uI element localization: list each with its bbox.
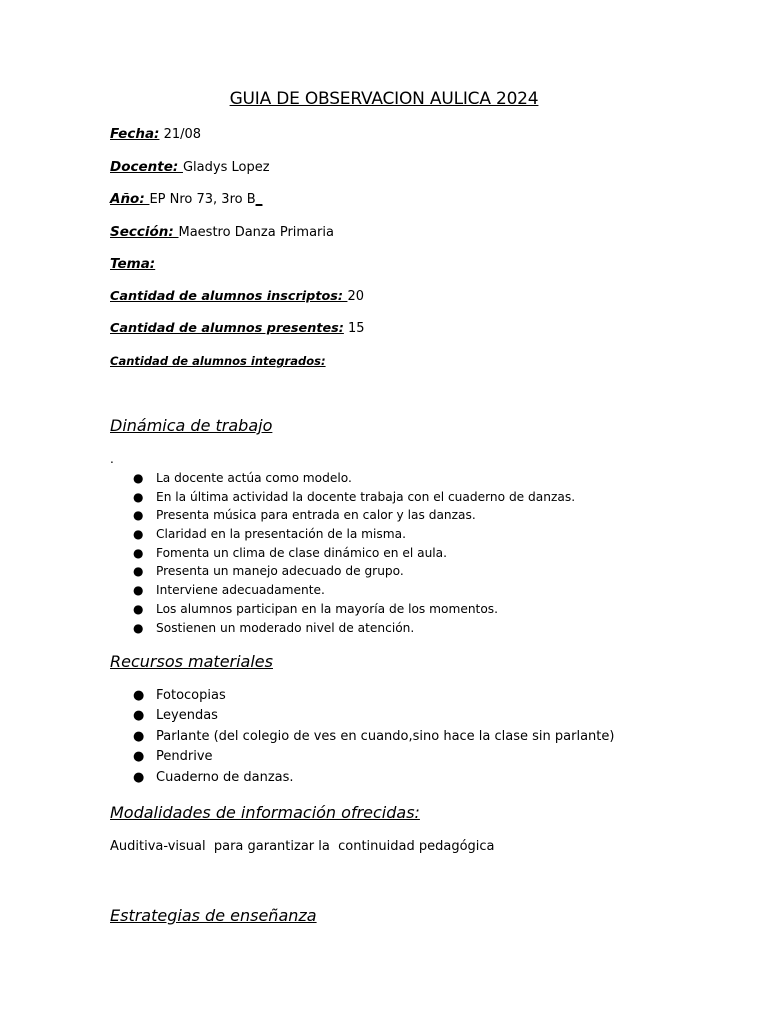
list-item (0, 506, 575, 525)
field-integrados (110, 354, 326, 369)
heading-estrategias: Estrategias de enseñanza (110, 906, 317, 925)
field-integrados-label: Cantidad de alumnos integrados: (110, 354, 326, 368)
field-presentes-value: 15 (343, 321, 365, 336)
list-item (0, 469, 575, 488)
list-item (0, 727, 614, 747)
list-item-text: Sostienen un moderado nivel de atención. (156, 620, 415, 635)
list-item (0, 619, 575, 638)
list-item-text: La docente actúa como modelo. (156, 471, 352, 485)
field-fecha-value: 21/08 (159, 127, 202, 142)
field-tema (110, 256, 155, 272)
field-seccion-label: Sección: (110, 224, 179, 240)
list-item-text: Cuaderno de danzas. (156, 769, 294, 785)
field-anio (110, 191, 262, 207)
bullet-icon: ● (133, 708, 145, 724)
field-inscriptos-label: Cantidad de alumnos inscriptos: (110, 289, 348, 304)
list-item (0, 488, 575, 507)
field-fecha (110, 126, 201, 142)
field-presentes-label: Cantidad de alumnos presentes: (110, 321, 344, 336)
list-item (0, 686, 614, 706)
field-docente-label: Docente: (110, 159, 183, 175)
bullet-icon: ● (133, 769, 145, 785)
modalidades-text: Auditiva-visual para garantizar la continuidad pedagógica (110, 839, 495, 854)
bullet-icon: ● (133, 688, 145, 703)
bullet-icon: ● (133, 508, 144, 523)
document-title: GUIA DE OBSERVACION AULICA 2024 (229, 89, 539, 109)
field-anio-label: Año: (110, 191, 150, 207)
dinamica-list (0, 469, 575, 637)
list-item-text: Leyendas (156, 708, 218, 724)
list-item (0, 544, 575, 563)
bullet-icon: ● (133, 527, 144, 542)
list-item-text: Fomenta un clima de clase dinámico en el aula. (156, 545, 448, 560)
list-item-text: Interviene adecuadamente. (156, 583, 325, 598)
field-seccion-value: Maestro Danza Primaria (178, 225, 334, 240)
bullet-icon: ● (133, 545, 144, 560)
field-seccion (110, 224, 334, 240)
list-item (0, 768, 614, 788)
dinamica-dot: . (110, 452, 114, 466)
bullet-icon: ● (133, 749, 145, 765)
heading-recursos: Recursos materiales (110, 652, 273, 671)
list-item-text: Presenta un manejo adecuado de grupo. (156, 564, 404, 579)
list-item-text: Los alumnos participan en la mayoría de los momentos. (156, 601, 499, 616)
list-item-text: Claridad en la presentación de la misma. (156, 527, 406, 542)
bullet-icon: ● (133, 728, 145, 744)
field-docente-value: Gladys Lopez (182, 160, 270, 175)
bullet-icon: ● (133, 564, 144, 579)
list-item (0, 600, 575, 619)
field-anio-value: EP Nro 73, 3ro B (149, 192, 256, 207)
field-tema-label: Tema: (110, 256, 156, 272)
list-item-text: Presenta música para entrada en calor y las danzas. (156, 508, 476, 523)
list-item (0, 525, 575, 544)
list-item (0, 747, 614, 767)
list-item (0, 581, 575, 600)
list-item (0, 562, 575, 581)
bullet-icon: ● (133, 583, 144, 598)
field-docente (110, 159, 270, 175)
bullet-icon: ● (133, 489, 144, 504)
list-item-text: En la última actividad la docente trabaja con el cuaderno de danzas. (156, 489, 576, 504)
heading-modalidades: Modalidades de información ofrecidas: (110, 803, 420, 822)
bullet-icon: ● (133, 471, 144, 485)
field-anio-trail: _ (255, 191, 263, 207)
list-item-text: Parlante (del colegio de ves en cuando,sino hace la clase sin parlante) (156, 728, 615, 744)
field-inscriptos (110, 289, 364, 304)
list-item-text: Fotocopias (156, 688, 226, 703)
heading-dinamica: Dinámica de trabajo (110, 416, 273, 435)
recursos-list (0, 686, 614, 788)
field-fecha-label: Fecha: (110, 126, 160, 142)
bullet-icon: ● (133, 601, 144, 616)
bullet-icon: ● (133, 620, 144, 635)
field-inscriptos-value: 20 (347, 289, 364, 304)
list-item (0, 706, 614, 726)
list-item-text: Pendrive (156, 749, 213, 765)
field-presentes (110, 321, 365, 336)
